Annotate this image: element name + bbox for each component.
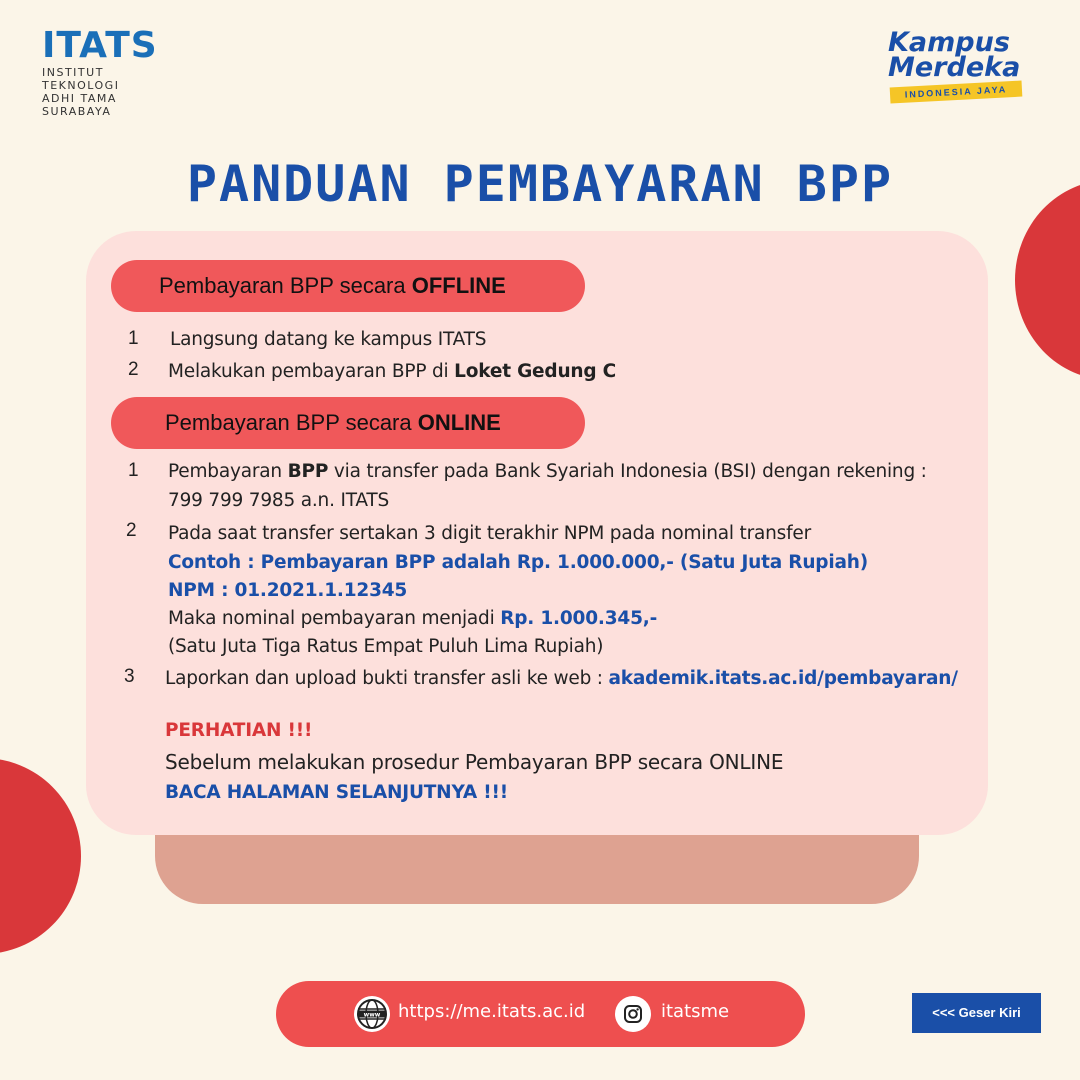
online-step-number: 2 [126, 520, 137, 541]
svg-text:www: www [363, 1011, 381, 1019]
payment-result-words: (Satu Juta Tiga Ratus Empat Puluh Lima Rupiah) [168, 636, 604, 657]
online-step-text: Pembayaran BPP via transfer pada Bank Syariah Indonesia (BSI) dengan rekening : [168, 461, 927, 482]
loket-location: Loket Gedung C [454, 361, 617, 382]
notice-cta: BACA HALAMAN SELANJUTNYA !!! [165, 782, 508, 803]
online-step-text: Laporkan dan upload bukti transfer asli ke web : akademik.itats.ac.id/pembayaran/ [165, 668, 958, 689]
globe-icon [354, 996, 390, 1032]
bank-account-number: 799 799 7985 a.n. ITATS [168, 490, 390, 511]
offline-step-text: Langsung datang ke kampus ITATS [170, 329, 487, 350]
offline-step-number: 1 [128, 328, 139, 349]
payment-example: Contoh : Pembayaran BPP adalah Rp. 1.000.000,- (Satu Juta Rupiah) [168, 552, 868, 573]
kampus-merdeka-logo: Kampus Merdeka INDONESIA JAYA [884, 30, 1044, 110]
offline-step-text: Melakukan pembayaran BPP di Loket Gedung C [168, 361, 617, 382]
website-link[interactable]: https://me.itats.ac.id [398, 1001, 586, 1022]
instagram-handle[interactable]: itatsme [661, 1001, 730, 1022]
notice-text: Sebelum melakukan prosedur Pembayaran BPP secara ONLINE [165, 750, 784, 774]
next-page-button[interactable]: <<< Geser Kiri [912, 993, 1041, 1033]
result-amount: Rp. 1.000.345,- [500, 608, 658, 629]
offline-step-number: 2 [128, 359, 139, 380]
itats-logo [42, 25, 158, 118]
itats-logo-mark: ITATS [42, 25, 158, 66]
instagram-icon [615, 996, 651, 1032]
online-step-text: Pada saat transfer sertakan 3 digit terakhir NPM pada nominal transfer [168, 523, 811, 544]
online-step-number: 1 [128, 460, 139, 481]
online-step-number: 3 [124, 666, 135, 687]
page-title: PANDUAN PEMBAYARAN BPP [186, 155, 894, 213]
online-section-header: Pembayaran BPP secara ONLINE [111, 397, 585, 449]
notice-heading: PERHATIAN !!! [165, 720, 313, 741]
decor-circle-left [0, 758, 81, 954]
upload-link[interactable]: akademik.itats.ac.id/pembayaran/ [608, 668, 958, 689]
payment-result: Maka nominal pembayaran menjadi Rp. 1.000.345,- [168, 608, 658, 629]
npm-example: NPM : 01.2021.1.12345 [168, 580, 408, 601]
offline-section-header: Pembayaran BPP secara OFFLINE [111, 260, 585, 312]
itats-logo-subtitle: INSTITUT TEKNOLOGI ADHI TAMA SURABAYA [42, 66, 120, 118]
footer-contact-bar [276, 981, 805, 1047]
